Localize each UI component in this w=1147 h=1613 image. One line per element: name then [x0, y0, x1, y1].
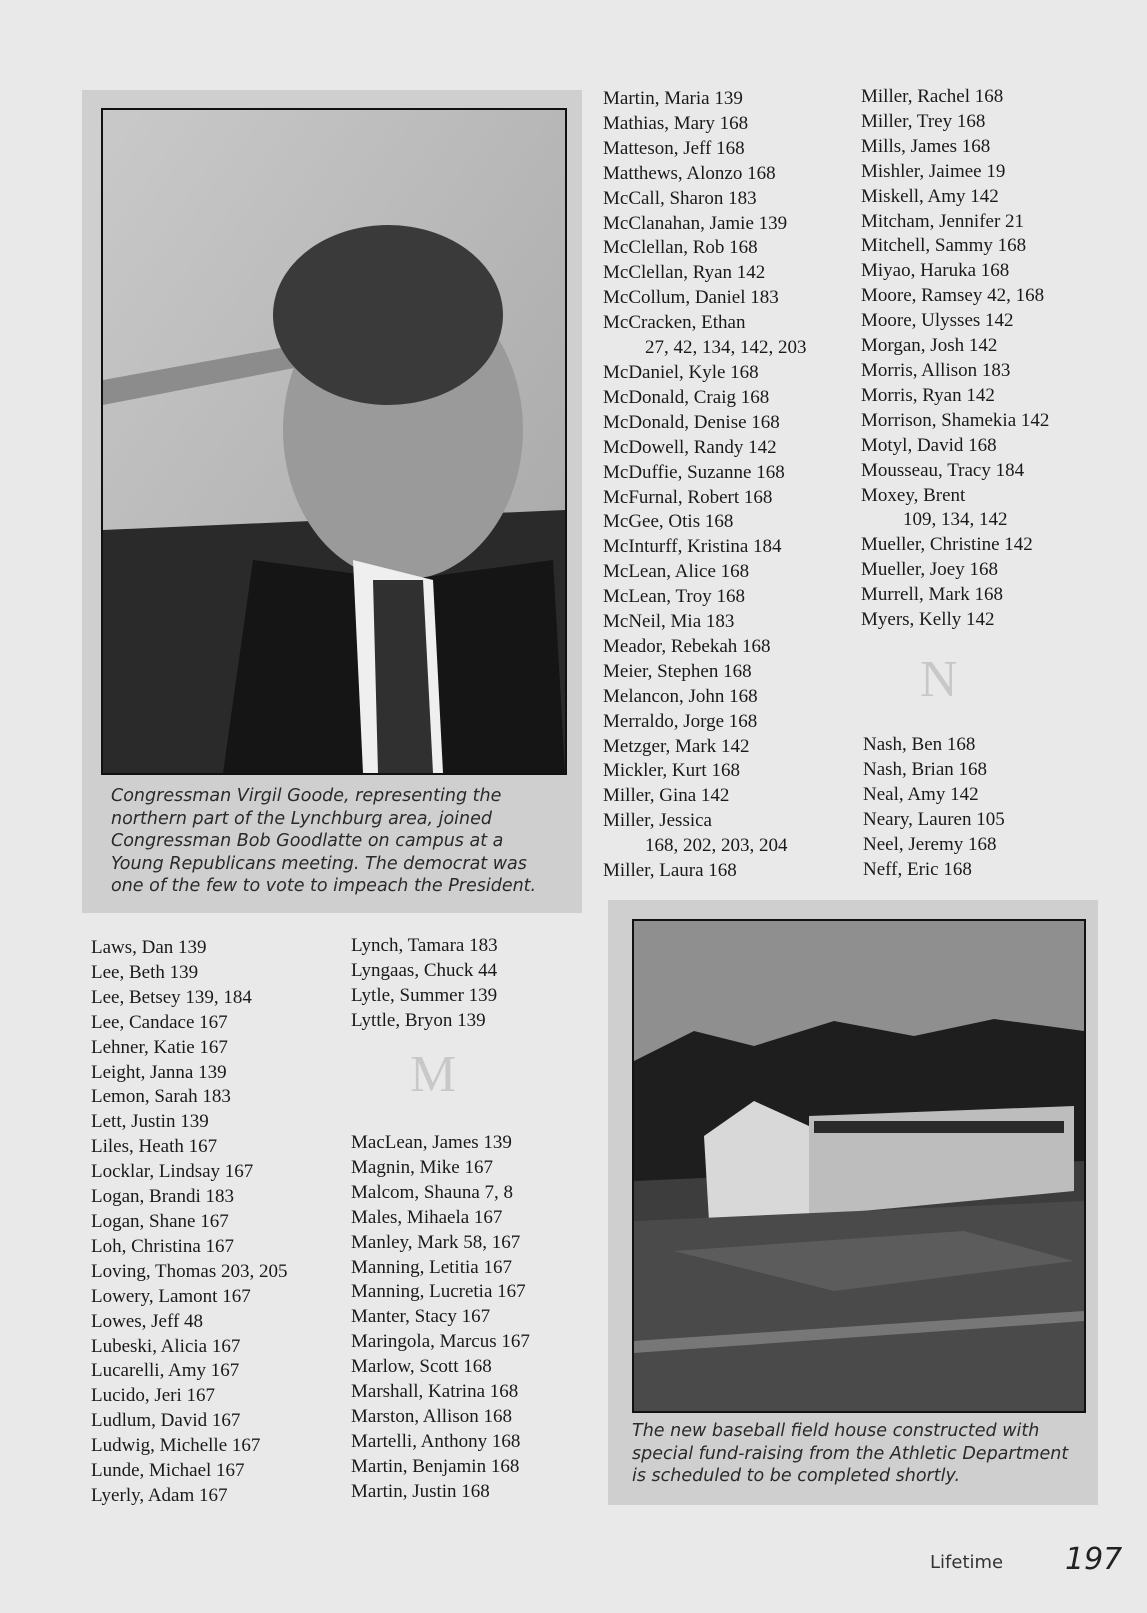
fieldhouse-photo-image: [634, 921, 1084, 1411]
index-entry: McLean, Alice 168: [603, 561, 750, 583]
index-entry: Moore, Ramsey 42, 168: [861, 285, 1045, 307]
index-entry: Morris, Ryan 142: [861, 384, 995, 406]
index-entry: Liles, Heath 167: [91, 1136, 218, 1158]
index-entry: Logan, Shane 167: [91, 1210, 229, 1232]
index-entry: Metzger, Mark 142: [603, 735, 750, 757]
index-entry: Murrell, Mark 168: [861, 584, 1003, 606]
index-entry: Lucarelli, Amy 167: [91, 1360, 240, 1382]
index-entry: Moore, Ulysses 142: [861, 310, 1014, 332]
index-entry: McInturff, Kristina 184: [603, 536, 782, 558]
index-entry: Mousseau, Tracy 184: [861, 459, 1025, 481]
index-entry: Neary, Lauren 105: [863, 808, 1005, 830]
footer-section-label: Lifetime: [930, 1552, 1004, 1573]
index-entry: Miller, Gina 142: [603, 785, 730, 807]
index-entry: McCracken, Ethan: [603, 312, 746, 334]
index-entry: Martelli, Anthony 168: [351, 1430, 521, 1452]
index-entry: Lee, Betsey 139, 184: [91, 986, 252, 1008]
section-letter-n: N: [920, 651, 958, 708]
index-entry: Magnin, Mike 167: [351, 1156, 493, 1178]
fieldhouse-photo: [632, 919, 1086, 1413]
index-entry: Melancon, John 168: [603, 685, 758, 707]
index-entry: Miller, Rachel 168: [861, 86, 1004, 107]
index-entry: Manning, Letitia 167: [351, 1256, 512, 1278]
index-entry: McClellan, Ryan 142: [603, 262, 766, 284]
index-entry: Mishler, Jaimee 19: [861, 160, 1006, 182]
index-entry: McDuffie, Suzanne 168: [603, 461, 785, 483]
index-entry: Mills, James 168: [861, 135, 991, 157]
index-entry: Ludwig, Michelle 167: [91, 1435, 261, 1457]
index-entry: Moxey, Brent: [861, 484, 966, 506]
index-entry: Laws, Dan 139: [91, 937, 207, 958]
index-entry: Leight, Janna 139: [91, 1061, 227, 1083]
index-entry: MacLean, James 139: [351, 1132, 512, 1153]
index-entry: Martin, Justin 168: [351, 1480, 490, 1502]
index-column-4a: [861, 85, 1049, 633]
index-entry-pages: 27, 42, 134, 142, 203: [645, 337, 807, 359]
index-entry: Lynch, Tamara 183: [351, 935, 498, 956]
index-entry: Malcom, Shauna 7, 8: [351, 1181, 514, 1203]
index-entry: McLean, Troy 168: [603, 586, 745, 608]
index-entry: McClanahan, Jamie 139: [603, 212, 788, 234]
index-entry: Locklar, Lindsay 167: [91, 1161, 254, 1183]
index-entry: Males, Mihaela 167: [351, 1206, 503, 1228]
index-entry: Lucido, Jeri 167: [91, 1385, 216, 1407]
index-entry: Lunde, Michael 167: [91, 1460, 245, 1482]
index-column-2a: [351, 934, 498, 1034]
index-entry: McDaniel, Kyle 168: [603, 361, 759, 383]
index-entry: Morrison, Shamekia 142: [861, 409, 1050, 431]
index-entry: McDonald, Craig 168: [603, 386, 770, 408]
fieldhouse-caption: The new baseball field house constructed with special fund-raising from the Athletic Department is scheduled to be completed shortly.: [632, 1421, 1069, 1486]
index-entry: Manning, Lucretia 167: [351, 1281, 526, 1303]
index-entry: Lyngaas, Chuck 44: [351, 959, 498, 981]
index-entry: Marshall, Katrina 168: [351, 1381, 519, 1403]
index-entry: Merraldo, Jorge 168: [603, 710, 758, 732]
index-entry: McCall, Sharon 183: [603, 187, 757, 209]
index-entry: Lemon, Sarah 183: [91, 1086, 231, 1108]
index-entry: Martin, Benjamin 168: [351, 1455, 520, 1477]
section-letter-m: M: [410, 1046, 457, 1103]
index-entry-pages: 109, 134, 142: [903, 509, 1008, 531]
index-entry: Manley, Mark 58, 167: [351, 1231, 521, 1253]
index-entry: Meier, Stephen 168: [603, 660, 752, 682]
index-entry: Lytle, Summer 139: [351, 984, 498, 1006]
index-entry: Miyao, Haruka 168: [861, 260, 1010, 282]
index-entry: Nash, Brian 168: [863, 758, 988, 780]
congressman-caption: Congressman Virgil Goode, representing the northern part of the Lynchburg area, joined Congressman Bob Goodlatte on campus at a Young Republicans meeting. The democrat was one of the few to vote to impeach the President.: [111, 786, 537, 896]
index-entry: McDowell, Randy 142: [603, 436, 777, 458]
index-entry: McFurnal, Robert 168: [603, 486, 773, 508]
index-column-2b: [351, 1131, 530, 1505]
index-entry: Mickler, Kurt 168: [603, 760, 740, 782]
congressman-photo-image: [103, 110, 565, 773]
index-entry: McCollum, Daniel 183: [603, 287, 779, 309]
index-entry: Miskell, Amy 142: [861, 185, 999, 207]
index-entry: Mueller, Joey 168: [861, 559, 998, 581]
index-entry: Motyl, David 168: [861, 434, 997, 456]
index-entry: Miller, Trey 168: [861, 110, 986, 132]
index-column-3: [603, 87, 807, 884]
index-entry: McDonald, Denise 168: [603, 411, 780, 433]
index-entry: Lehner, Katie 167: [91, 1036, 228, 1058]
page-number: 197: [1065, 1542, 1123, 1577]
index-entry: Ludlum, David 167: [91, 1410, 241, 1432]
index-entry: Miller, Jessica: [603, 810, 712, 832]
index-entry: Lowery, Lamont 167: [91, 1285, 251, 1307]
index-entry: Neel, Jeremy 168: [863, 833, 997, 855]
congressman-photo: [101, 108, 567, 775]
index-entry: Mitchell, Sammy 168: [861, 235, 1027, 257]
index-entry: Mathias, Mary 168: [603, 112, 749, 134]
index-entry: Miller, Laura 168: [603, 860, 737, 882]
index-column-4c: [863, 733, 1005, 882]
index-entry: Myers, Kelly 142: [861, 609, 995, 631]
index-entry: Morgan, Josh 142: [861, 335, 998, 357]
index-entry: Neff, Eric 168: [863, 858, 972, 880]
index-entry: McNeil, Mia 183: [603, 611, 735, 633]
index-entry: Marston, Allison 168: [351, 1405, 512, 1427]
index-entry: Lyttle, Bryon 139: [351, 1009, 486, 1031]
index-entry: Lyerly, Adam 167: [91, 1484, 228, 1506]
index-entry: Marlow, Scott 168: [351, 1356, 492, 1378]
index-entry: Lett, Justin 139: [91, 1111, 209, 1133]
index-entry: Lee, Candace 167: [91, 1011, 228, 1033]
index-entry: Loh, Christina 167: [91, 1235, 235, 1257]
index-entry: Logan, Brandi 183: [91, 1186, 235, 1208]
index-entry: Lowes, Jeff 48: [91, 1310, 204, 1332]
index-entry: Mitcham, Jennifer 21: [861, 210, 1025, 232]
index-entry: Martin, Maria 139: [603, 88, 743, 109]
index-entry: Morris, Allison 183: [861, 359, 1011, 381]
index-entry: Manter, Stacy 167: [351, 1306, 491, 1328]
index-column-1: [91, 936, 288, 1509]
index-entry: Neal, Amy 142: [863, 783, 979, 805]
index-entry: McGee, Otis 168: [603, 511, 734, 533]
index-entry: Nash, Ben 168: [863, 734, 976, 755]
index-entry: Mueller, Christine 142: [861, 534, 1033, 556]
index-entry: Matthews, Alonzo 168: [603, 162, 776, 184]
index-entry: McClellan, Rob 168: [603, 237, 758, 259]
index-entry-pages: 168, 202, 203, 204: [645, 835, 788, 857]
index-entry: Lubeski, Alicia 167: [91, 1335, 241, 1357]
index-entry: Lee, Beth 139: [91, 961, 199, 983]
index-entry: Meador, Rebekah 168: [603, 635, 771, 657]
index-entry: Matteson, Jeff 168: [603, 137, 745, 159]
index-entry: Loving, Thomas 203, 205: [91, 1260, 288, 1282]
index-entry: Maringola, Marcus 167: [351, 1331, 530, 1353]
